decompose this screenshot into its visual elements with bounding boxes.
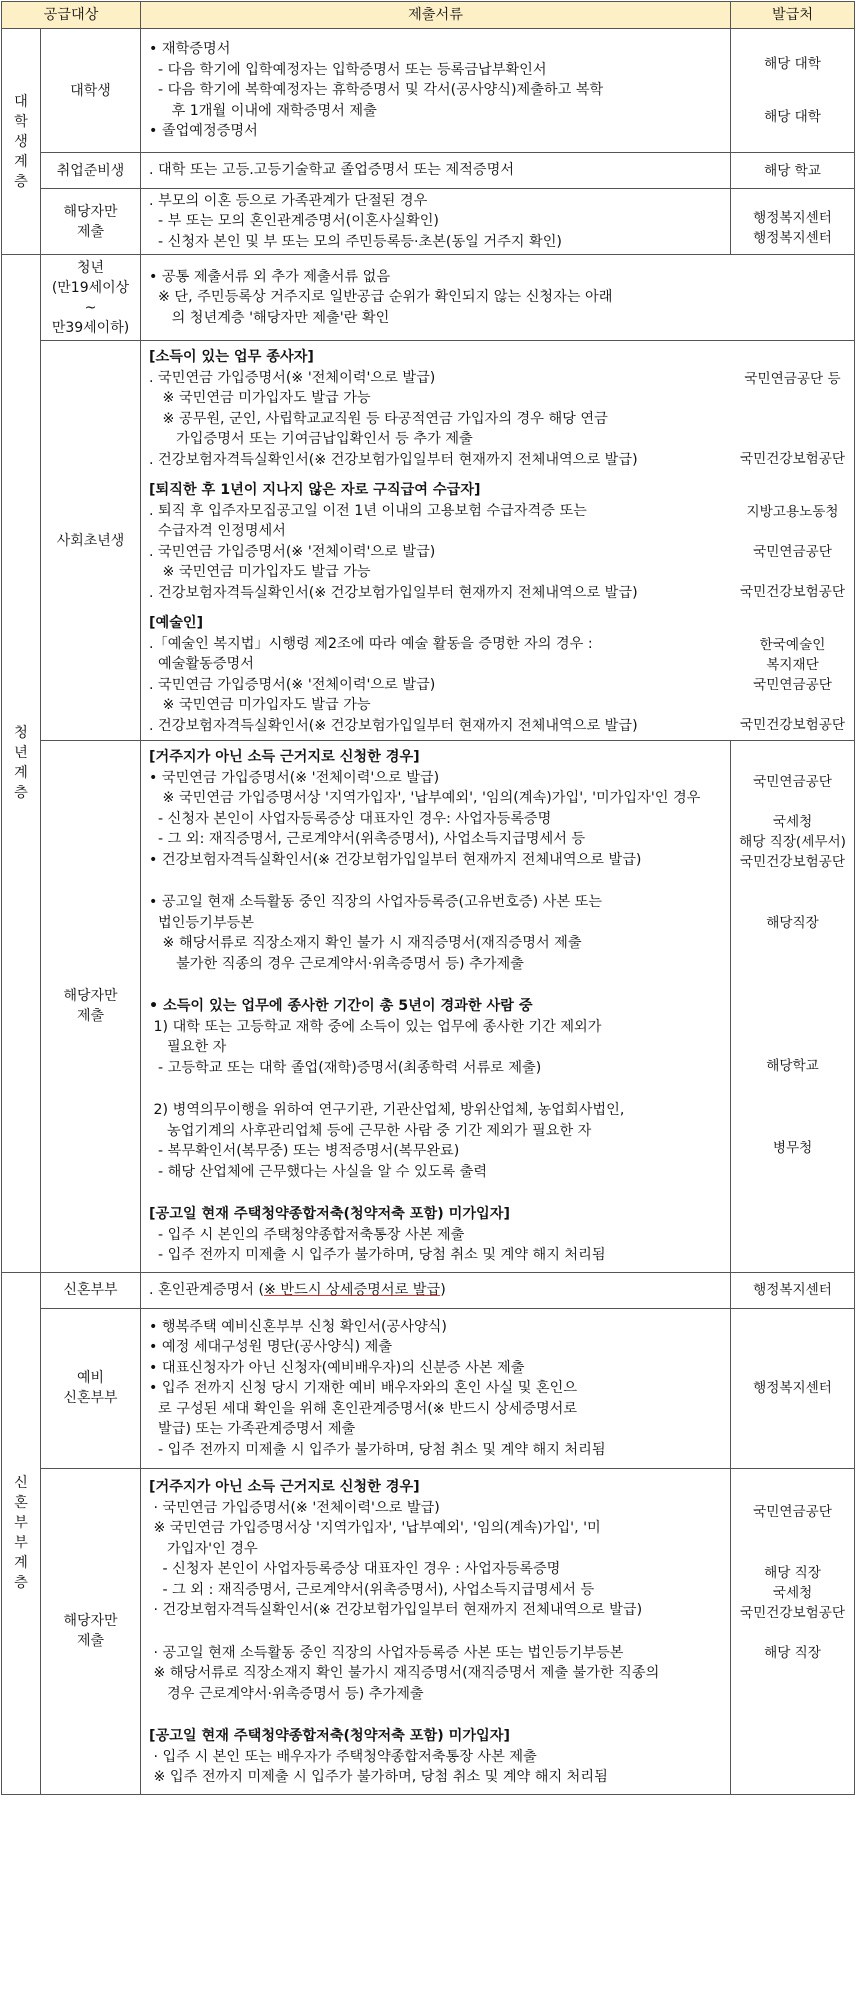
category-char: 부 [14, 1535, 28, 1551]
document-line: [거주지가 아닌 소득 근거지로 신청한 경우] [149, 1479, 420, 1495]
document-line: - 신청자 본인 및 부 또는 모의 주민등록등·초본(동일 거주지 확인) [149, 233, 562, 250]
document-line-prefix: . 혼인관계증명서 ( [149, 1281, 265, 1298]
spacer [731, 1015, 854, 1036]
document-line: • 대표신청자가 아닌 신청자(예비배우자)의 신분증 사본 제출 [149, 1359, 525, 1376]
issuer-line: 국민건강보험공단 [739, 1604, 846, 1621]
spacer [731, 429, 854, 449]
document-line: • 공고일 현재 소득활동 중인 직장의 사업자등록증(고유번호증) 사본 또는 [149, 894, 602, 910]
document-line: 법인등기부등본 [149, 914, 254, 931]
required-documents-table [1, 1, 855, 1795]
sub-category-line: 신혼부부 [63, 1390, 118, 1407]
spacer [731, 482, 854, 502]
document-line: - 해당 산업체에 근무했다는 사실을 알 수 있도록 출력 [149, 1163, 488, 1180]
table-row [2, 153, 855, 189]
spacer [731, 349, 854, 369]
spacer [731, 1522, 854, 1543]
issuer-line: 병무청 [772, 1139, 813, 1156]
document-line: . 건강보험자격득실확인서(※ 건강보험가입일부터 현재까지 전체내역으로 발급) [149, 717, 638, 734]
sub-category-line: 대학생 [70, 82, 111, 99]
spacer [731, 933, 854, 954]
sub-category-line: 청년 [76, 259, 105, 276]
sub-category-line: 제출 [76, 1633, 105, 1650]
documents-cell [141, 1272, 731, 1308]
sub-category-line: 해당자만 [63, 1613, 118, 1630]
sub-category [41, 1308, 141, 1469]
category-label [2, 1272, 41, 1794]
document-line: · 국민연금 가입증명서(※ '전체이력'으로 발급) [149, 1499, 440, 1516]
spacer [731, 1036, 854, 1057]
category-char: 년 [14, 745, 28, 762]
spacer [149, 1078, 724, 1100]
document-line: - 다음 학기에 입학예정자는 입학증명서 또는 등록금납부확인서 [149, 61, 547, 78]
document-line: 발급) 또는 가족관계증명서 제출 [149, 1421, 356, 1437]
document-line: • 공통 제출서류 외 추가 제출서류 없음 [149, 268, 391, 285]
documents-cell [141, 29, 731, 153]
issuer-line: 복지재단 [766, 656, 819, 673]
spacer [731, 74, 854, 85]
document-line: [소득이 있는 업무 종사자] [149, 349, 314, 365]
documents-cell [141, 1308, 731, 1469]
document-line: • 예정 세대구성원 명단(공사양식) 제출 [149, 1339, 393, 1355]
spacer [731, 1663, 854, 1684]
spacer [731, 96, 854, 107]
issuer-line: 지방고용노동청 [746, 503, 839, 520]
issuer-line: 해당 대학 [764, 56, 821, 72]
sub-category [41, 341, 141, 741]
sub-category-line: 해당자만 [63, 988, 118, 1005]
issuer-line: 해당 학교 [764, 162, 821, 179]
spacer [731, 85, 854, 96]
document-line: - 다음 학기에 복학예정자는 휴학증명서 및 각서(공사양식)제출하고 복학 [149, 82, 604, 99]
spacer [731, 1481, 854, 1502]
document-line: . 퇴직 후 입주자모집공고일 이전 1년 이내의 고용보험 수급자격증 또는 [149, 502, 587, 519]
issuer-cell [731, 1308, 855, 1469]
header-category: 공급대상 [2, 2, 141, 29]
document-line: - 신청자 본인이 사업자등록증상 대표자인 경우 : 사업자등록증명 [149, 1561, 561, 1577]
spacer [731, 1623, 854, 1644]
spacer [731, 1684, 854, 1705]
document-line: • 재학증명서 [149, 41, 231, 58]
issuer-cell [731, 474, 854, 607]
issuer-cell [731, 741, 855, 1273]
document-line: · 건강보험자격득실확인서(※ 건강보험가입일부터 현재까지 전체내역으로 발급) [149, 1602, 643, 1618]
document-line: 가입증명서 또는 기여금납입확인서 등 추가 제출 [149, 431, 473, 447]
newcomer-block [141, 341, 854, 474]
issuer-line: 해당 직장(세무서) [739, 834, 846, 850]
table-header [2, 2, 855, 29]
issuer-line: 국민건강보험공단 [739, 450, 846, 467]
issuer-line: 국민연금공단 [753, 676, 832, 693]
category-char: 층 [14, 785, 28, 802]
document-line: - 신청자 본인이 사업자등록증상 대표자인 경우: 사업자등록증명 [149, 810, 552, 827]
document-line: ※ 국민연금 미가입자도 발급 가능 [149, 390, 371, 406]
spacer [731, 562, 854, 582]
document-line-suffix: ) [440, 1281, 446, 1298]
document-line: - 복무확인서(복무중) 또는 병적증명서(복무완료) [149, 1143, 460, 1159]
spacer [731, 1219, 854, 1240]
document-line: . 국민연금 가입증명서(※ '전체이력'으로 발급) [149, 369, 436, 386]
newcomer-inner-table [141, 341, 854, 740]
spacer [731, 1178, 854, 1199]
document-line: ※ 공무원, 군인, 사립학교교직원 등 타공적연금 가입자의 경우 해당 연금 [149, 410, 608, 427]
issuer-line: 해당직장 [766, 915, 819, 931]
category-char: 층 [14, 173, 28, 190]
document-line: ※ 단, 주민등록상 거주지로 일반공급 순위가 확인되지 않는 신청자는 아래 [149, 289, 613, 306]
issuer-cell [731, 29, 855, 153]
spacer [731, 409, 854, 429]
sub-category-line: ~ [84, 299, 97, 316]
spacer [731, 1097, 854, 1118]
category-char: 층 [14, 1575, 28, 1591]
spacer [731, 995, 854, 1016]
spacer [731, 1199, 854, 1220]
spacer [149, 870, 724, 892]
document-line: [공고일 현재 주택청약종합저축(청약저축 포함) 미가입자] [149, 1206, 510, 1222]
spacer [731, 974, 854, 995]
issuer-line: 행정복지센터 [753, 1282, 832, 1298]
sub-category [41, 1272, 141, 1308]
spacer [149, 974, 724, 996]
category-char: 혼 [14, 1495, 28, 1511]
document-line: 수급자격 인정명세서 [149, 523, 286, 539]
spacer [731, 792, 854, 813]
issuer-line: 해당 직장 [764, 1645, 821, 1661]
issuer-line: 한국예술인 [759, 636, 826, 653]
category-char: 청 [14, 725, 28, 742]
sub-category [41, 741, 141, 1273]
document-line: • 행복주택 예비신혼부부 신청 확인서(공사양식) [149, 1318, 447, 1335]
issuer-line: 국민건강보험공단 [739, 583, 846, 600]
spacer [731, 1117, 854, 1138]
sub-category-line: 신혼부부 [63, 1282, 118, 1298]
spacer [731, 695, 854, 715]
sub-category-line: 제출 [76, 223, 105, 240]
document-line: . 건강보험자격득실확인서(※ 건강보험가입일부터 현재까지 전체내역으로 발급) [149, 451, 638, 468]
document-line: • 입주 전까지 신청 당시 기재한 예비 배우자와의 혼인 사실 및 혼인으 [149, 1380, 578, 1396]
table-body [2, 29, 855, 1795]
issuer-cell [731, 189, 855, 255]
issuer-line: 국민건강보험공단 [739, 716, 846, 733]
spacer [731, 751, 854, 772]
sub-category-line: 제출 [76, 1008, 105, 1025]
sub-category-line: 예비 [76, 1370, 105, 1387]
table-row [2, 1272, 855, 1308]
newcomer-blocks [141, 341, 855, 741]
table-row [2, 1469, 855, 1795]
category-label [2, 29, 41, 255]
category-label [2, 255, 41, 1273]
issuer-line: 국민연금공단 [753, 1503, 832, 1520]
table-row [2, 255, 855, 341]
document-line: - 입주 시 본인의 주택청약종합저축통장 사본 제출 [149, 1226, 465, 1243]
document-line: .「예술인 복지법」시행령 제2조에 따라 예술 활동을 증명한 자의 경우 : [149, 635, 593, 652]
issuer-cell [731, 1469, 855, 1795]
spacer [731, 389, 854, 409]
document-line: 예술활동증명서 [149, 656, 254, 672]
documents-cell [141, 607, 731, 740]
table-row [2, 189, 855, 255]
sub-category-line: 사회초년생 [56, 532, 125, 549]
category-char: 생 [14, 133, 28, 150]
document-line: [거주지가 아닌 소득 근거지로 신청한 경우] [149, 749, 420, 765]
document-line: · 입주 시 본인 또는 배우자가 주택청약종합저축통장 사본 제출 [149, 1748, 537, 1765]
document-line: • 졸업예정증명서 [149, 123, 258, 140]
issuer-line: 국민연금공단 [753, 773, 832, 790]
issuer-cell [731, 153, 855, 189]
category-char: 계 [14, 1555, 28, 1571]
issuer-line: 국민건강보험공단 [739, 854, 846, 870]
underlined-note: ※ 반드시 상세증명서로 발급 [264, 1281, 441, 1298]
spacer [149, 1621, 724, 1643]
category-char: 계 [14, 153, 28, 170]
document-line: - 입주 전까지 미제출 시 입주가 불가하며, 당첨 취소 및 계약 해지 처리됨 [149, 1247, 606, 1263]
table-row [2, 29, 855, 153]
sub-category-line: 만39세이하) [51, 319, 130, 336]
document-line: [퇴직한 후 1년이 지나지 않은 자로 구직급여 수급자] [149, 482, 481, 498]
spacer [731, 954, 854, 975]
header-issuer: 발급처 [731, 2, 855, 29]
document-line: 로 구성된 세대 확인을 위해 혼인관계증명서(※ 반드시 상세증명서로 [149, 1400, 578, 1417]
issuer-cell [731, 1272, 855, 1308]
document-line: ※ 입주 전까지 미제출 시 입주가 불가하며, 당첨 취소 및 계약 해지 처리됨 [149, 1769, 608, 1785]
documents-cell [141, 255, 855, 341]
table-row [2, 1308, 855, 1469]
document-line: 불가한 직종의 경우 근로계약서·위촉증명서 등) 추가제출 [149, 955, 524, 972]
document-line: . 부모의 이혼 등으로 가족관계가 단절된 경우 [149, 192, 428, 209]
sub-category-line: (만19세이상 [51, 279, 130, 296]
issuer-line: 국민연금공단 [753, 543, 832, 560]
document-line: 1) 대학 또는 고등학교 재학 중에 소득이 있는 업무에 종사한 기간 제외가 [149, 1018, 602, 1035]
document-line: - 입주 전까지 미제출 시 입주가 불가하며, 당첨 취소 및 계약 해지 처리됨 [149, 1441, 606, 1458]
issuer-line: 해당 직장 [764, 1564, 821, 1581]
documents-cell [141, 474, 731, 607]
spacer [731, 872, 854, 893]
issuer-line: 국세청 [772, 1584, 813, 1601]
category-char: 대 [14, 93, 28, 110]
category-char: 계 [14, 765, 28, 782]
spacer [731, 893, 854, 914]
spacer [731, 1704, 854, 1725]
header-documents: 제출서류 [141, 2, 731, 29]
document-line: 농업기계의 사후관리업체 등에 근무한 사람 중 기간 제외가 필요한 자 [149, 1122, 592, 1139]
issuer-line: 행정복지센터 [753, 229, 832, 246]
documents-cell [141, 741, 731, 1273]
document-line: [공고일 현재 주택청약종합저축(청약저축 포함) 미가입자] [149, 1728, 510, 1744]
document-line: · 공고일 현재 소득활동 중인 직장의 사업자등록증 사본 또는 법인등기부등본 [149, 1644, 624, 1661]
issuer-line: 행정복지센터 [753, 209, 832, 226]
sub-category [41, 1469, 141, 1795]
document-line: 후 1개월 이내에 재학증명서 제출 [149, 102, 377, 119]
document-line: 의 청년계층 '해당자만 제출'란 확인 [149, 309, 390, 326]
issuer-line: 행정복지센터 [753, 1380, 832, 1397]
document-line: - 고등학교 또는 대학 졸업(재학)증명서(최종학력 서류로 제출) [149, 1059, 542, 1076]
document-line: - 부 또는 모의 혼인관계증명서(이혼사실확인) [149, 213, 439, 230]
spacer [731, 1076, 854, 1097]
document-line: • 건강보험자격득실확인서(※ 건강보험가입일부터 현재까지 전체내역으로 발급) [149, 851, 642, 868]
newcomer-block [141, 474, 854, 607]
issuer-cell [731, 341, 854, 474]
spacer [731, 1240, 854, 1261]
document-line: 경우 근로계약서·위촉증명서 등) 추가제출 [149, 1685, 424, 1702]
document-line [149, 1280, 724, 1301]
document-line: 가입자'인 경우 [149, 1540, 258, 1557]
document-line: [예술인] [149, 615, 204, 631]
spacer [731, 1745, 854, 1766]
document-line: 2) 병역의무이행을 위하여 연구기관, 기관산업체, 방위산업체, 농업회사법인, [149, 1102, 625, 1118]
issuer-line: 국민연금공단 등 [744, 370, 841, 387]
category-char: 신 [14, 1475, 28, 1491]
document-line: - 그 외: 재직증명서, 근로계약서(위촉증명서), 사업소득지급명세서 등 [149, 831, 586, 847]
spacer [731, 1725, 854, 1746]
spacer [149, 1704, 724, 1726]
document-line: ※ 국민연금 가입증명서상 '지역가입자', '납부예외', '임의(계속)가입', '미가입자'인 경우 [149, 790, 701, 806]
issuer-cell [731, 607, 854, 740]
spacer [731, 522, 854, 542]
spacer [149, 1182, 724, 1204]
documents-cell [141, 341, 731, 474]
document-line: 필요한 자 [149, 1039, 227, 1055]
document-line: ※ 해당서류로 직장소재지 확인 불가 시 재직증명서(재직증명서 제출 [149, 935, 582, 951]
spacer [731, 1542, 854, 1563]
spacer [731, 1766, 854, 1787]
document-line: ※ 국민연금 미가입자도 발급 가능 [149, 697, 371, 713]
category-char: 학 [14, 113, 28, 130]
sub-category [41, 29, 141, 153]
newcomer-block [141, 607, 854, 740]
documents-cell [141, 189, 731, 255]
document-line: ※ 국민연금 가입증명서상 '지역가입자', '납부예외', '임의(계속)가입', '미 [149, 1520, 601, 1536]
sub-category [41, 153, 141, 189]
issuer-line: 해당 대학 [764, 109, 821, 125]
spacer [731, 1158, 854, 1179]
spacer [731, 196, 854, 208]
document-line: • 국민연금 가입증명서(※ '전체이력'으로 발급) [149, 769, 440, 786]
issuer-line: 해당학교 [766, 1058, 819, 1074]
document-line: . 대학 또는 고등.고등기술학교 졸업증명서 또는 제적증명서 [149, 162, 515, 179]
document-line: ※ 해당서류로 직장소재지 확인 불가시 재직증명서(재직증명서 제출 불가한 직종의 [149, 1665, 660, 1681]
documents-cell [141, 153, 731, 189]
table-row [2, 741, 855, 1273]
spacer [731, 615, 854, 635]
document-line: . 건강보험자격득실확인서(※ 건강보험가입일부터 현재까지 전체내역으로 발급) [149, 584, 638, 601]
document-line: - 그 외 : 재직증명서, 근로계약서(위촉증명서), 사업소득지급명세서 등 [149, 1581, 595, 1598]
document-line: . 국민연금 가입증명서(※ '전체이력'으로 발급) [149, 543, 436, 560]
document-line: ※ 국민연금 미가입자도 발급 가능 [149, 564, 371, 580]
issuer-line: 국세청 [772, 814, 813, 830]
sub-category-line: 해당자만 [63, 203, 118, 220]
table-row [2, 341, 855, 741]
sub-category [41, 189, 141, 255]
sub-category [41, 255, 141, 341]
document-line: . 국민연금 가입증명서(※ '전체이력'으로 발급) [149, 676, 436, 693]
documents-cell [141, 1469, 731, 1795]
sub-category-line: 취업준비생 [56, 162, 125, 179]
document-line: • 소득이 있는 업무에 종사한 기간이 총 5년이 경과한 사람 중 [149, 998, 533, 1014]
category-char: 부 [14, 1515, 28, 1531]
